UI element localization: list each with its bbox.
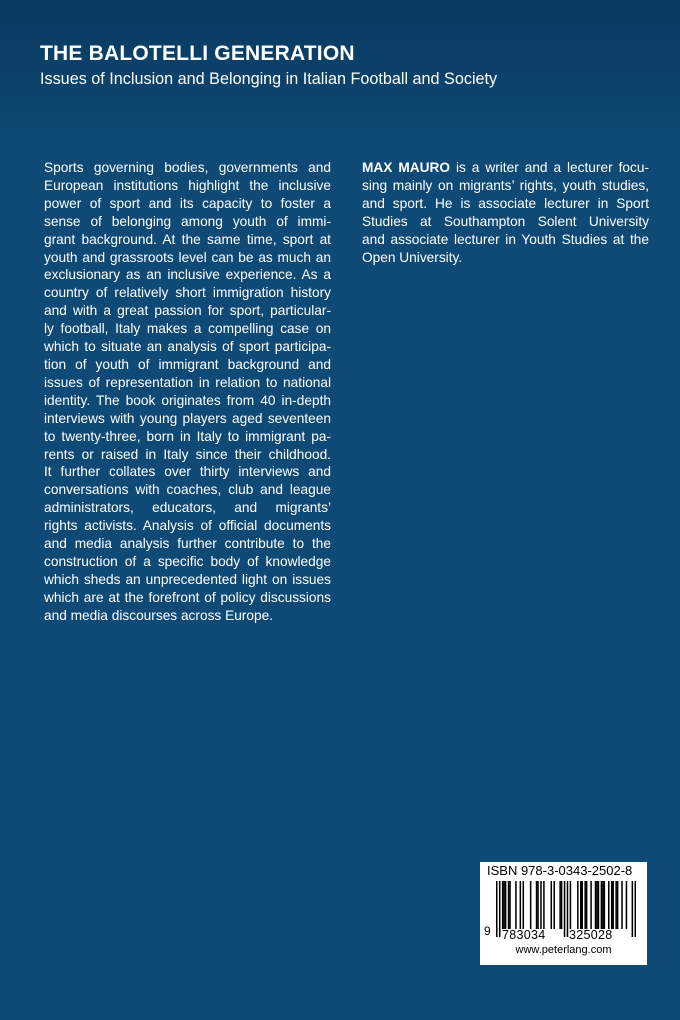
author-bio-line: Open University. xyxy=(362,249,463,265)
description-line: sense of belonging among youth of immi- xyxy=(44,213,331,229)
description-line: which are at the forefront of policy discussions xyxy=(44,589,331,605)
description-line: exclusionary as an inclusive experience. As a xyxy=(44,267,331,283)
barcode-bar xyxy=(561,881,563,929)
barcode-bar xyxy=(611,881,613,929)
ean-right-digits: 325028 xyxy=(569,928,613,942)
barcode-bar xyxy=(537,881,539,929)
barcode-bar xyxy=(515,881,517,929)
barcode-bar xyxy=(540,881,542,929)
barcode-bar xyxy=(523,881,525,929)
barcode-bar xyxy=(499,881,501,937)
barcode-bar xyxy=(530,881,532,929)
description-line: power of sport and its capacity to foster a xyxy=(44,195,331,211)
description-line: grant background. At the same time, sport at xyxy=(44,231,331,247)
description-line: conversations with coaches, club and league xyxy=(44,482,331,498)
barcode-bar xyxy=(503,881,505,929)
barcode-bar xyxy=(590,881,592,929)
isbn-barcode xyxy=(480,862,647,965)
barcode-bar xyxy=(595,881,597,929)
barcode-bar xyxy=(496,881,498,937)
author-bio-line: and sport. He is associate lecturer in Sport xyxy=(362,195,649,211)
author-bio-line: Studies at Southampton Solent University xyxy=(362,213,649,229)
description-line: ly football, Italy makes a compelling case on xyxy=(44,321,331,337)
barcode-bar xyxy=(570,881,572,929)
barcode-bar xyxy=(543,881,545,929)
barcode-bar xyxy=(509,881,511,929)
barcode-bar xyxy=(626,881,628,929)
description-line: rights activists. Analysis of official documents xyxy=(44,518,331,534)
description-line: youth and grassroots level can be as much an xyxy=(44,249,331,265)
barcode-bar xyxy=(502,881,504,929)
description-line: It further collates over thirty interviews and xyxy=(44,464,331,480)
barcode-bar xyxy=(580,881,582,929)
publisher-url: www.peterlang.com xyxy=(515,944,612,956)
description-line: which sheds an unprecedented light on issues xyxy=(44,571,331,587)
header-band xyxy=(0,0,680,128)
author-bio xyxy=(362,159,649,266)
barcode-bar xyxy=(553,881,555,929)
barcode-bar xyxy=(598,881,600,929)
barcode-bar xyxy=(632,881,634,937)
description-line: and media analysis further contribute to the xyxy=(44,536,331,552)
description-line: European institutions highlight the inclusive xyxy=(44,177,331,193)
barcode-bar xyxy=(577,881,579,929)
description-line: administrators, educators, and migrants’ xyxy=(44,500,331,516)
barcode-bar xyxy=(559,881,561,929)
author-bio-line xyxy=(362,159,649,177)
barcode-bar xyxy=(508,881,510,929)
barcode-bar xyxy=(596,881,598,929)
barcode-bar xyxy=(621,881,623,929)
barcode-bar xyxy=(536,881,538,929)
barcode-bar xyxy=(635,881,636,937)
barcode-bar xyxy=(617,881,619,929)
description-line: tion of youth of immigrant background and xyxy=(44,356,331,372)
barcode-bar xyxy=(608,881,610,929)
author-name: MAX MAURO xyxy=(362,160,451,175)
barcode-bar xyxy=(581,881,583,929)
barcode-bar xyxy=(505,881,507,929)
barcode-bar xyxy=(612,881,614,929)
description-line: and media discourses across Europe. xyxy=(44,607,274,623)
barcode-bar xyxy=(551,881,553,929)
isbn-label: ISBN 978-3-0343-2502-8 xyxy=(487,863,633,878)
ean-lead-digit: 9 xyxy=(484,924,491,938)
barcode-bar xyxy=(586,881,588,929)
barcode-bar xyxy=(615,881,617,929)
description-line: interviews with young players aged seventeen xyxy=(44,410,331,426)
description-line: to twenty-three, born in Italy to immigrant pa- xyxy=(44,428,331,444)
barcode-bar xyxy=(564,881,566,937)
book-subtitle: Issues of Inclusion and Belonging in Italian Football and Society xyxy=(40,70,498,88)
book-title: THE BALOTELLI GENERATION xyxy=(40,42,355,65)
description-line: Sports governing bodies, governments and xyxy=(44,160,331,175)
barcode-bar xyxy=(602,881,604,929)
ean-left-digits: 783034 xyxy=(502,928,546,942)
description-line: country of relatively short immigration history xyxy=(44,285,331,301)
description-line: construction of a specific body of knowledge xyxy=(44,553,331,569)
description-line: which to situate an analysis of sport participa- xyxy=(44,339,331,355)
author-bio-line: sing mainly on migrants’ rights, youth studies, xyxy=(362,177,649,193)
barcode-bar xyxy=(520,881,522,929)
barcode-bar xyxy=(601,881,603,929)
author-bio-line: and associate lecturer in Youth Studies at the xyxy=(362,231,649,247)
description-line: rents or raised in Italy since their childhood. xyxy=(44,446,331,462)
author-bio-text: is a writer and a lecturer focu- xyxy=(450,160,650,175)
book-description xyxy=(44,159,331,625)
description-line: identity. The book originates from 40 in-depth xyxy=(44,392,331,408)
barcode-bar xyxy=(604,881,606,929)
description-line: issues of representation in relation to national xyxy=(44,374,331,390)
barcode-bar xyxy=(584,881,586,929)
description-line: and with a great passion for sport, particular- xyxy=(44,303,331,319)
